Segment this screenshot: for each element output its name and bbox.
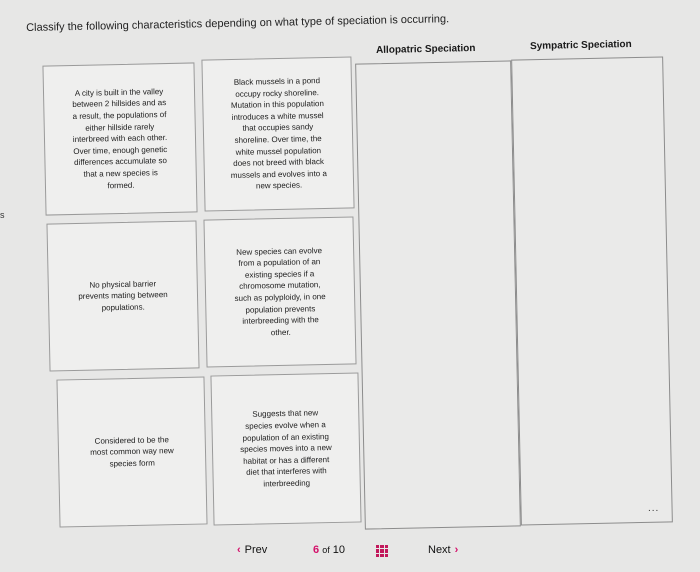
card-city-valley[interactable] bbox=[42, 62, 197, 215]
card-no-physical-barrier[interactable] bbox=[46, 220, 199, 371]
card-text bbox=[239, 407, 332, 490]
card-black-mussels[interactable] bbox=[201, 56, 354, 211]
card-text-line: A city is built in the valley bbox=[74, 86, 164, 98]
total-pages: 10 bbox=[332, 544, 346, 556]
card-text-line: a result, the populations of bbox=[72, 110, 167, 122]
card-text-line: prevents mating between bbox=[78, 290, 168, 302]
card-text-line: population of an existing bbox=[242, 431, 329, 443]
card-text-line: interbreeding bbox=[263, 478, 311, 489]
card-text-line: Over time, enough genetic bbox=[73, 144, 168, 156]
card-text-line: shoreline. Over time, the bbox=[234, 134, 322, 145]
next-label: Next bbox=[428, 544, 451, 556]
allopatric-drop-zone[interactable] bbox=[355, 60, 521, 529]
card-text-line: No physical barrier bbox=[89, 278, 157, 290]
card-text-line: species evolve when a bbox=[245, 420, 326, 431]
card-text-line: does not breed with black bbox=[233, 157, 325, 169]
instructions-text: Classify the following characteristics depending on what type of speciation is occurring. bbox=[26, 13, 450, 34]
card-text-line: new species. bbox=[255, 180, 303, 191]
card-text-line: mussels and evolves into a bbox=[230, 168, 327, 180]
current-page: 6 bbox=[313, 544, 320, 556]
card-text-line: Mutation in this population bbox=[230, 99, 324, 111]
sympatric-column-header: Sympatric Speciation bbox=[529, 38, 632, 53]
card-text-line: from a population of an bbox=[238, 257, 321, 269]
next-button[interactable] bbox=[428, 544, 462, 556]
card-text-line: interbreeding with the bbox=[242, 315, 319, 326]
card-text-line: New species can evolve bbox=[236, 245, 323, 257]
card-text-line: population prevents bbox=[245, 303, 316, 315]
card-text-line: Suggests that new bbox=[252, 408, 319, 420]
card-text-line: most common way new bbox=[90, 446, 174, 458]
side-marker: s bbox=[0, 210, 5, 220]
overflow-dots: ... bbox=[648, 503, 660, 514]
card-text-line: occupy rocky shoreline. bbox=[235, 87, 320, 99]
card-text-line: such as polyploidy, in one bbox=[234, 292, 326, 303]
card-text bbox=[78, 278, 168, 315]
card-text bbox=[90, 434, 174, 471]
card-text-line: between 2 hillsides and as bbox=[72, 98, 167, 110]
card-text-line: existing species if a bbox=[244, 269, 315, 280]
grid-menu-icon[interactable] bbox=[376, 545, 388, 557]
card-new-habitat[interactable] bbox=[210, 372, 361, 525]
card-text bbox=[234, 245, 327, 340]
card-text-line: formed. bbox=[107, 180, 135, 190]
sympatric-drop-zone[interactable] bbox=[511, 56, 673, 525]
card-text bbox=[72, 86, 168, 192]
chevron-left-icon: ‹ bbox=[237, 544, 241, 556]
chevron-right-icon: › bbox=[454, 544, 459, 556]
card-text-line: populations. bbox=[101, 302, 145, 313]
card-most-common[interactable] bbox=[56, 376, 207, 527]
card-text-line: differences accumulate so bbox=[73, 156, 167, 168]
card-text-line: chromosome mutation, bbox=[239, 280, 321, 292]
card-text-line: interbreed with each other. bbox=[72, 133, 168, 145]
card-text-line: habitat or has a different bbox=[243, 454, 330, 466]
card-text-line: other. bbox=[270, 327, 291, 337]
card-text-line: either hillside rarely bbox=[85, 121, 155, 133]
card-text-line: white mussel population bbox=[235, 145, 322, 157]
card-text-line: species moves into a new bbox=[240, 443, 332, 455]
of-label: of bbox=[322, 545, 330, 555]
card-text-line: Black mussels in a pond bbox=[233, 76, 321, 87]
card-text-line: diet that interferes with bbox=[246, 466, 327, 478]
page-indicator bbox=[313, 544, 345, 556]
allopatric-column-header: Allopatric Speciation bbox=[375, 42, 476, 57]
card-text bbox=[229, 75, 327, 193]
prev-button[interactable] bbox=[233, 544, 267, 556]
card-text-line: that occupies sandy bbox=[242, 122, 314, 134]
card-text-line: that a new species is bbox=[83, 168, 158, 179]
card-polyploidy[interactable] bbox=[203, 216, 356, 367]
prev-label: Prev bbox=[244, 544, 268, 556]
card-text-line: species form bbox=[109, 458, 155, 469]
card-text-line: introduces a white mussel bbox=[231, 110, 324, 122]
card-text-line: Considered to be the bbox=[94, 434, 169, 446]
